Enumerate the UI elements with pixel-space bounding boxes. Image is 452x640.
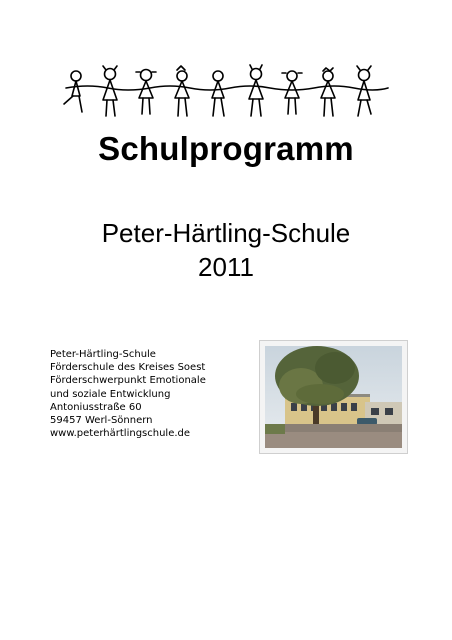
child-figure [357,66,371,116]
address-line: und soziale Entwicklung [50,388,171,400]
document-title: Schulprogramm [98,130,354,167]
school-name: Peter-Härtling-Schule [101,218,351,248]
child-figure [212,71,224,116]
child-figure [136,70,156,115]
children-holding-hands-drawing [58,64,394,124]
child-figure [103,66,117,116]
school-address-block [50,348,255,440]
child-figure [64,71,82,112]
document-subtitle [0,216,452,284]
year: 2011 [198,252,254,282]
child-figure [175,66,189,116]
child-figure [249,65,263,116]
website-text: www.peterhärtlingschule.de [50,428,191,440]
child-figure [282,71,302,114]
address-line: Peter-Härtling-Schule [50,349,156,360]
address-line: Antoniusstraße 60 [50,401,142,413]
address-line: Förderschule des Kreises Soest [50,362,206,374]
address-line: Förderschwerpunkt Emotionale [50,375,206,387]
address-line: 59457 Werl-Sönnern [50,414,153,426]
child-figure [321,68,335,116]
photo-frame [259,340,408,454]
school-building-photo [265,346,402,448]
